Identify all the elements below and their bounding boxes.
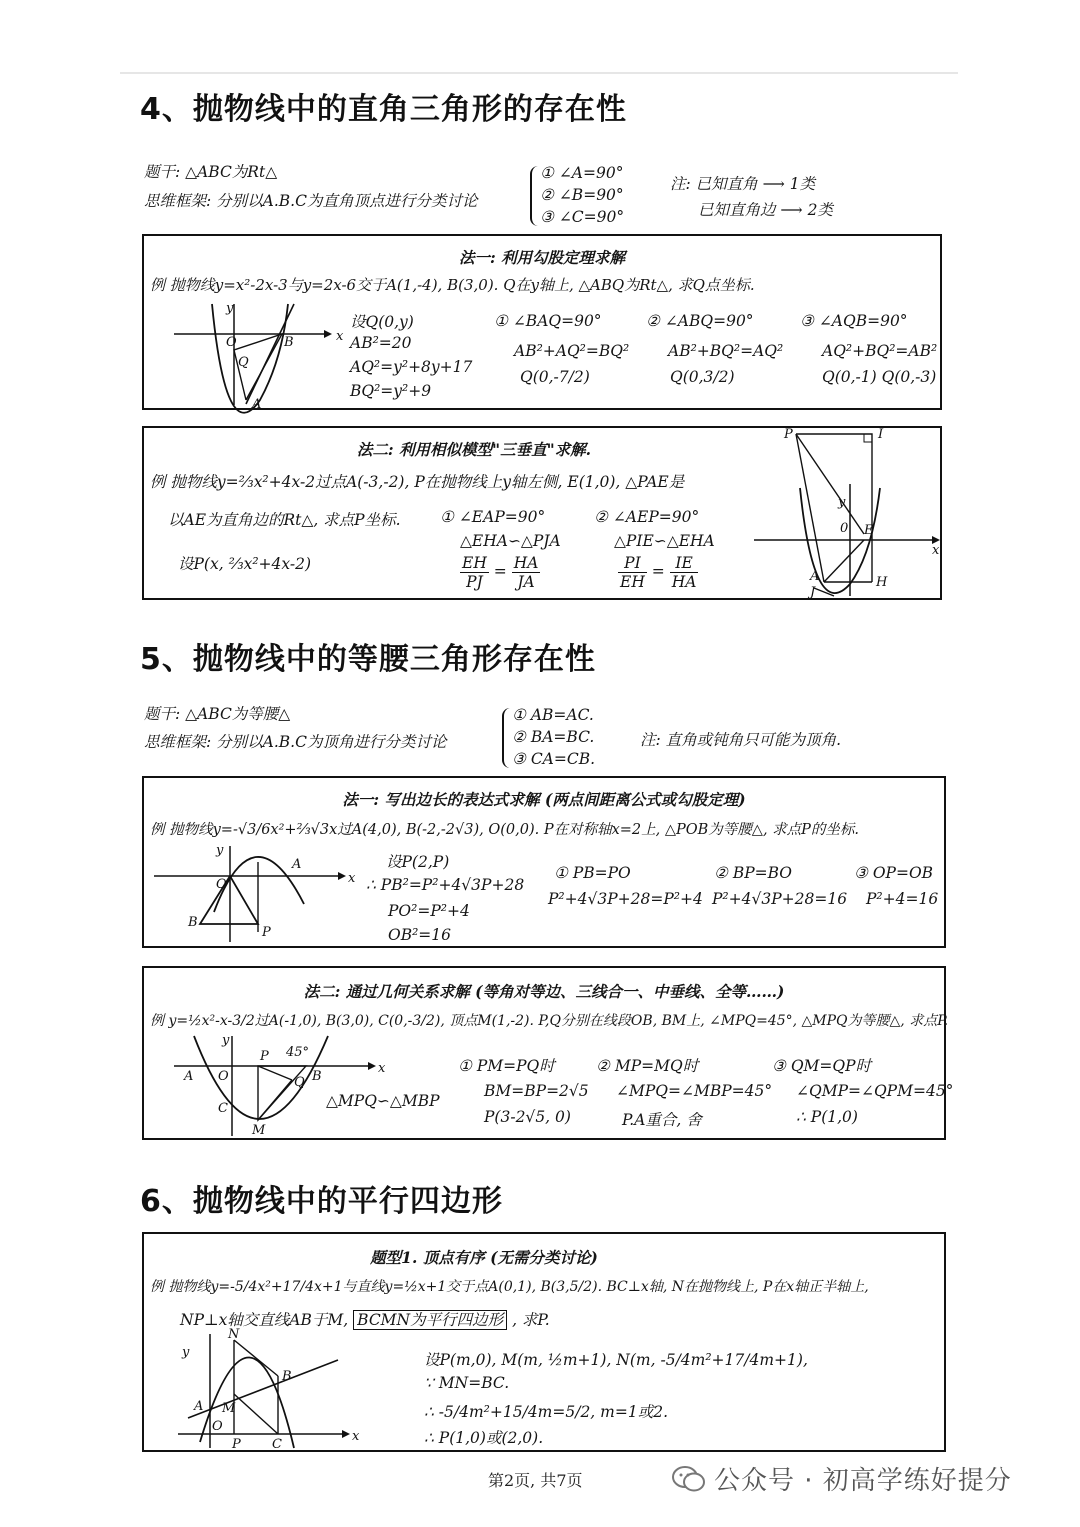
label-o: O bbox=[216, 877, 227, 892]
sec4-m2-example-2: 以AE为直角边的Rt△, 求点P坐标. bbox=[168, 511, 401, 529]
sec5-m2-c2-b: ∠MPQ=∠MBP=45° bbox=[616, 1082, 773, 1100]
sec4-m1-c2-c: Q(0,3/2) bbox=[670, 368, 735, 386]
label-m: M bbox=[222, 1401, 236, 1416]
label-b: B bbox=[284, 335, 294, 350]
label-n: N bbox=[228, 1327, 240, 1342]
label-o: 0 bbox=[840, 521, 849, 536]
sec5-method2-box bbox=[142, 966, 954, 1140]
label-o: O bbox=[218, 1069, 229, 1084]
sec6-m1-step-3: ∴ -5/4m²+15/4m=5/2, m=1或2. bbox=[424, 1403, 668, 1421]
x-axis-arrow bbox=[338, 872, 346, 880]
wechat-logo-icon bbox=[672, 1465, 706, 1493]
sec4-m1-c1-a: ① ∠BAQ=90° bbox=[494, 312, 602, 330]
label-e: E bbox=[864, 523, 874, 538]
sec5-m2-c3-c: ∴ P(1,0) bbox=[796, 1108, 858, 1126]
sec4-m2-c2-b: △PIE∽△EHA bbox=[614, 532, 715, 550]
section-5-title: 5、抛物线中的等腰三角形存在性 bbox=[140, 642, 596, 677]
sec4-m1-setup-3: AQ²=y²+8y+17 bbox=[350, 358, 473, 376]
sec5-m2-sim: △MPQ∽△MBP bbox=[326, 1092, 440, 1110]
segment-pq bbox=[258, 1066, 292, 1080]
label-b: B bbox=[188, 915, 198, 930]
sec4-stem: 题干: △ABC为Rt△ bbox=[144, 163, 278, 181]
label-x: x bbox=[348, 871, 356, 886]
sec4-case-2: ② ∠B=90° bbox=[540, 186, 624, 204]
sec5-m1-c2-b: P²+4√3P+28=16 bbox=[712, 890, 848, 908]
sec5-m1-example: 例 抛物线y=-√3/6x²+⅔√3x过A(4,0), B(-2,-2√3), O(0,0). P在对称轴x=2上, △POB为等腰△, 求点P的坐标. bbox=[150, 822, 860, 838]
sec6-m1-step-4: ∴ P(1,0)或(2,0). bbox=[424, 1429, 544, 1447]
sec5-m1-setup-2: ∴ PB²=P²+4√3P+28 bbox=[366, 876, 525, 894]
label-c: C bbox=[218, 1101, 228, 1116]
sec4-m1-title: 法一: 利用勾股定理求解 bbox=[458, 248, 626, 267]
sec5-m1-c2-a: ② BP=BO bbox=[714, 864, 793, 882]
sec4-m1-setup-2: AB²=20 bbox=[350, 334, 412, 352]
sec5-m2-c1-c: P(3-2√5, 0) bbox=[484, 1108, 571, 1126]
label-angle: 45° bbox=[286, 1045, 310, 1060]
x-axis-arrow bbox=[368, 1062, 376, 1070]
sec4-m2-setup: 设P(x, ⅔x²+4x-2) bbox=[178, 555, 312, 573]
label-o: O bbox=[212, 1419, 223, 1434]
sec4-m1-setup-1: 设Q(0,y) bbox=[350, 313, 414, 331]
seg-ae bbox=[824, 540, 864, 582]
sec4-note-1: 注: 已知直角 ⟶ 1类 bbox=[670, 175, 816, 193]
sec5-stem: 题干: △ABC为等腰△ bbox=[144, 705, 291, 723]
sec5-m1-setup-1: 设P(2,P) bbox=[386, 853, 450, 871]
x-axis-arrow bbox=[324, 330, 332, 338]
sec5-case-1: ① AB=AC. bbox=[512, 706, 594, 724]
sec4-m2-example: 例 抛物线y=⅔x²+4x-2过点A(-3,-2), P在抛物线上y轴左侧, E(1,0), △PAE是 bbox=[150, 473, 685, 491]
sec4-m2-c1-a: ① ∠EAP=90° bbox=[440, 508, 546, 526]
line-curve bbox=[246, 304, 294, 404]
label-b: B bbox=[282, 1369, 292, 1384]
label-p: P bbox=[232, 1437, 241, 1452]
parabola-curve bbox=[214, 857, 304, 912]
perp-lines bbox=[796, 434, 872, 582]
sec4-m2-title: 法二: 利用相似模型"三垂直"求解. bbox=[356, 440, 592, 459]
sec5-m1-c1-b: P²+4√3P+28=P²+4 bbox=[548, 890, 703, 908]
page-number: 第2页, 共7页 bbox=[488, 1471, 583, 1490]
sec5-m1-c1-a: ① PB=PO bbox=[554, 864, 631, 882]
label-q: Q bbox=[294, 1075, 305, 1090]
label-a: A bbox=[184, 1069, 194, 1084]
sec5-m2-c3-b: ∠QMP=∠QPM=45° bbox=[796, 1082, 954, 1100]
sec5-brace bbox=[502, 708, 510, 768]
sec6-example-2b: , 求P. bbox=[512, 1311, 550, 1329]
label-j: J bbox=[810, 585, 816, 600]
sec4-frame: 思维框架: 分别以A.B.C为直角顶点进行分类讨论 bbox=[144, 192, 478, 210]
label-q: Q bbox=[238, 355, 249, 370]
label-i: I bbox=[878, 427, 884, 442]
seg-pa bbox=[796, 434, 824, 582]
sec5-m1-c3-b: P²+4=16 bbox=[866, 890, 939, 908]
sec4-case-3: ③ ∠C=90° bbox=[540, 208, 625, 226]
sec4-m1-c3-b: AQ²+BQ²=AB² bbox=[822, 342, 938, 360]
sec4-case-1: ① ∠A=90° bbox=[540, 164, 624, 182]
label-o: O bbox=[226, 335, 237, 350]
sec4-m2-c1-b: △EHA∽△PJA bbox=[460, 532, 561, 550]
label-y: y bbox=[838, 495, 846, 510]
label-y: y bbox=[222, 1033, 230, 1048]
section-6-title: 6、抛物线中的平行四边形 bbox=[140, 1184, 503, 1219]
sec4-m1-c2-a: ② ∠ABQ=90° bbox=[646, 312, 754, 330]
seg-pe bbox=[796, 434, 864, 534]
sec5-m1-graph bbox=[154, 842, 354, 946]
label-x: x bbox=[932, 543, 940, 558]
sec4-m1-c3-c: Q(0,-1) Q(0,-3) bbox=[822, 368, 937, 386]
sec4-m2-c2-frac: $\frac{PI}{EH}$ = $\frac{IE}{HA}$ bbox=[620, 554, 697, 591]
sec6-method1-box bbox=[142, 1232, 946, 1452]
sec6-example-2a: NP⊥x轴交直线AB于M, bbox=[180, 1311, 349, 1329]
label-x: x bbox=[352, 1429, 360, 1444]
sec4-m1-c1-b: AB²+AQ²=BQ² bbox=[514, 342, 630, 360]
segment-nb bbox=[234, 1340, 278, 1376]
sec4-m2-c2-a: ② ∠AEP=90° bbox=[594, 508, 700, 526]
label-c: C bbox=[272, 1437, 282, 1452]
sec4-m1-example: 例 抛物线y=x²-2x-3与y=2x-6交于A(1,-4), B(3,0). Q在y轴上, △ABQ为Rt△, 求Q点坐标. bbox=[150, 276, 755, 294]
sec5-case-2: ② BA=BC. bbox=[512, 728, 595, 746]
label-x: x bbox=[378, 1061, 386, 1076]
sec4-brace bbox=[530, 166, 538, 226]
sec6-m1-step-1: 设P(m,0), M(m, ½m+1), N(m, -5/4m²+17/4m+1), bbox=[424, 1351, 808, 1369]
sec5-method1-box bbox=[142, 776, 946, 948]
watermark bbox=[672, 1460, 1012, 1497]
sec4-m1-c3-a: ③ ∠AQB=90° bbox=[800, 312, 908, 330]
sec6-boxed-condition: BCMN为平行四边形 bbox=[353, 1310, 507, 1330]
sec5-m1-title: 法一: 写出边长的表达式求解 (两点间距离公式或勾股定理) bbox=[342, 790, 746, 809]
label-p: P bbox=[262, 925, 271, 940]
sec4-note-2: 已知直角边 ⟶ 2类 bbox=[698, 201, 833, 219]
label-h: H bbox=[876, 575, 888, 590]
label-y: y bbox=[182, 1345, 190, 1360]
label-p: P bbox=[260, 1049, 269, 1064]
sec5-m1-setup-4: OB²=16 bbox=[388, 926, 452, 944]
sec4-m1-setup-4: BQ²=y²+9 bbox=[350, 382, 432, 400]
x-axis-arrow bbox=[342, 1430, 350, 1438]
watermark-text: 公众号 · 初高学练好提分 bbox=[714, 1466, 1012, 1496]
sec4-m2-c1-frac: $\frac{EH}{PJ}$ = $\frac{HA}{JA}$ bbox=[462, 554, 539, 591]
label-a: A bbox=[292, 857, 302, 872]
label-b: B bbox=[312, 1069, 322, 1084]
sec4-method2-box bbox=[142, 426, 942, 600]
sec5-m1-c3-a: ③ OP=OB bbox=[854, 864, 934, 882]
label-y: y bbox=[226, 301, 234, 316]
sec5-case-3: ③ CA=CB. bbox=[512, 750, 596, 768]
sec5-m2-c2-a: ② MP=MQ时 bbox=[596, 1057, 699, 1075]
segment-mc bbox=[234, 1394, 278, 1434]
sec6-m1-step-2: ∵ MN=BC. bbox=[424, 1374, 510, 1392]
sec4-m1-c1-c: Q(0,-7/2) bbox=[520, 368, 590, 386]
sec5-m2-title: 法二: 通过几何关系求解 (等角对等边、三线合一、中垂线、全等……) bbox=[303, 982, 785, 1001]
sec5-m2-c3-a: ③ QM=QP时 bbox=[772, 1057, 872, 1075]
label-x: x bbox=[336, 329, 344, 344]
sec4-method1-box bbox=[142, 234, 942, 410]
sec4-m2-graph bbox=[754, 424, 942, 600]
label-a: A bbox=[810, 569, 820, 584]
sec5-m2-example: 例 y=½x²-x-3/2过A(-1,0), B(3,0), C(0,-3/2), 顶点M(1,-2). P,Q分别在线段OB, BM上, ∠MPQ=45°, △MPQ为等腰△, 求点P. bbox=[150, 1013, 949, 1029]
sec5-frame: 思维框架: 分别以A.B.C为顶角进行分类讨论 bbox=[144, 733, 447, 751]
sec4-m1-graph bbox=[174, 300, 344, 412]
section-4-title: 4、抛物线中的直角三角形的存在性 bbox=[140, 92, 627, 127]
sec5-note: 注: 直角或钝角只可能为顶角. bbox=[640, 731, 842, 749]
sec4-m1-c2-b: AB²+BQ²=AQ² bbox=[668, 342, 784, 360]
label-p: P bbox=[784, 427, 793, 442]
sec6-m1-example: 例 抛物线y=-5/4x²+17/4x+1与直线y=½x+1交于点A(0,1), B(3,5/2). BC⊥x轴, N在抛物线上, P在x轴正半轴上, bbox=[150, 1279, 869, 1295]
sec5-m1-setup-3: PO²=P²+4 bbox=[388, 902, 470, 920]
sec5-m2-c1-b: BM=BP=2√5 bbox=[484, 1082, 589, 1100]
right-angle-mark bbox=[864, 434, 872, 442]
triangle-pob bbox=[200, 876, 258, 924]
sec5-m2-graph bbox=[174, 1032, 384, 1140]
label-a: A bbox=[252, 397, 262, 412]
sec5-m2-c1-a: ① PM=PQ时 bbox=[458, 1057, 555, 1075]
sec6-m1-title: 题型1. 顶点有序 (无需分类讨论) bbox=[370, 1248, 598, 1267]
label-y: y bbox=[216, 843, 224, 858]
label-m: M bbox=[252, 1123, 266, 1138]
label-a: A bbox=[194, 1399, 204, 1414]
sec6-m1-graph bbox=[168, 1327, 378, 1452]
sec5-m2-c2-c: P.A重合, 舍 bbox=[622, 1111, 702, 1129]
